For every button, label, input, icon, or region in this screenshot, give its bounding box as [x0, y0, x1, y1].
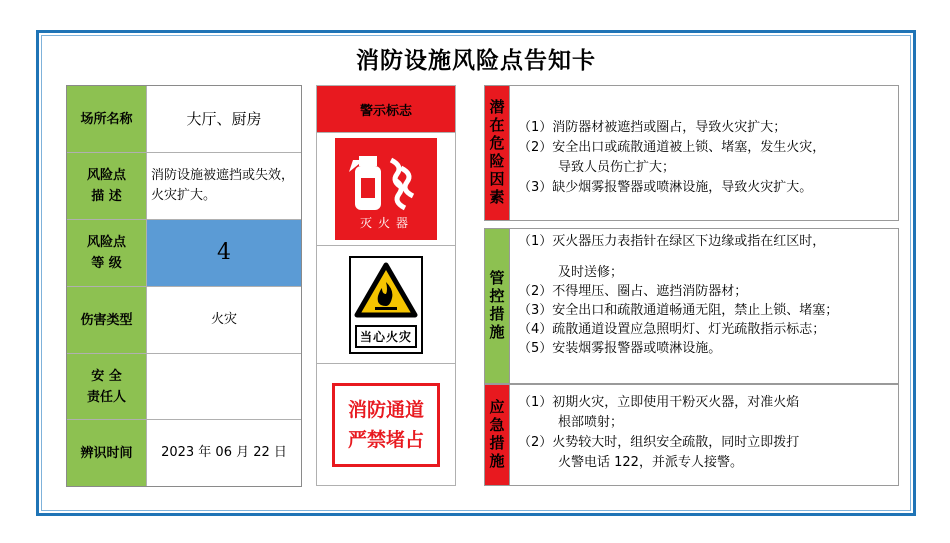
info-row-risk-level — [67, 220, 301, 287]
card-title: 消防设施风险点告知卡 — [356, 48, 596, 74]
extinguisher-sign-text: 灭火器 — [359, 216, 414, 230]
emergency-block — [484, 384, 899, 486]
emergency-item: 火警电话 122，并派专人接警。 — [558, 455, 743, 470]
controls-side-label — [485, 229, 510, 383]
fire-warning-text: 当心火灾 — [355, 325, 417, 348]
hazard-item: （1）消防器材被遮挡或圈占，导致火灾扩大； — [518, 120, 787, 135]
emergency-side-text: 应急措施 — [487, 399, 506, 471]
info-row-risk-desc — [67, 153, 301, 220]
signs-header: 警示标志 — [317, 86, 455, 133]
info-row-harm — [67, 287, 301, 354]
risk-desc-label: 风险点 描 述 — [67, 153, 147, 219]
control-item: 及时送修； — [558, 265, 624, 280]
emergency-item: （2）火势较大时，组织安全疏散，同时立即拨打 — [518, 435, 800, 450]
control-item: （3）安全出口和疏散通道畅通无阻，禁止上锁、堵塞； — [518, 303, 839, 318]
warning-signs-column — [316, 85, 456, 486]
passage-sign-cell — [317, 364, 455, 485]
emergency-side-label — [485, 385, 510, 485]
harm-label: 伤害类型 — [67, 287, 147, 353]
emergency-body — [510, 385, 898, 485]
info-row-date — [67, 420, 301, 486]
risk-desc-value: 消防设施被遮挡或失效，火灾扩大。 — [151, 168, 295, 203]
hazard-item: 导致人员伤亡扩大； — [558, 160, 676, 175]
passage-sign-line1: 消防通道 — [347, 398, 424, 421]
owner-label: 安 全 责任人 — [67, 354, 147, 419]
risk-level-value: 4 — [147, 220, 301, 286]
emergency-item: （1）初期火灾，立即使用干粉灭火器，对准火焰 — [518, 395, 800, 410]
passage-sign-line2: 严禁堵占 — [347, 428, 424, 451]
control-item: （4）疏散通道设置应急照明灯、灯光疏散指示标志； — [518, 322, 826, 337]
controls-body — [510, 229, 898, 383]
place-label: 场所名称 — [67, 86, 147, 152]
control-item: （1）灭火器压力表指针在绿区下边缘或指在红区时， — [518, 234, 826, 249]
hazards-side-label — [485, 86, 510, 220]
hazard-item: （2）安全出口或疏散通道被上锁、堵塞，发生火灾， — [518, 140, 826, 155]
date-label: 辨识时间 — [67, 420, 147, 486]
controls-side-text: 管控措施 — [487, 270, 506, 342]
hazards-block — [484, 85, 899, 221]
hazards-body — [510, 86, 898, 220]
info-row-place — [67, 86, 301, 153]
control-item: （5）安装烟雾报警器或喷淋设施。 — [518, 341, 722, 356]
hazard-item: （3）缺少烟雾报警器或喷淋设施，导致火灾扩大。 — [518, 180, 813, 195]
fire-warning-sign-cell — [317, 246, 455, 364]
risk-level-label: 风险点 等 级 — [67, 220, 147, 286]
info-row-owner — [67, 354, 301, 420]
harm-value: 火灾 — [210, 312, 237, 327]
controls-block — [484, 228, 899, 384]
hazards-side-text: 潜在危险因素 — [487, 99, 506, 207]
info-table — [66, 85, 302, 487]
fire-warning-icon — [354, 262, 418, 318]
control-item: （2）不得埋压、圈占、遮挡消防器材； — [518, 284, 748, 299]
date-value: 2023 年 06 月 22 日 — [161, 445, 287, 460]
owner-value — [147, 354, 301, 419]
place-value: 大厅、厨房 — [186, 110, 262, 128]
emergency-item: 根部喷射； — [558, 415, 624, 430]
